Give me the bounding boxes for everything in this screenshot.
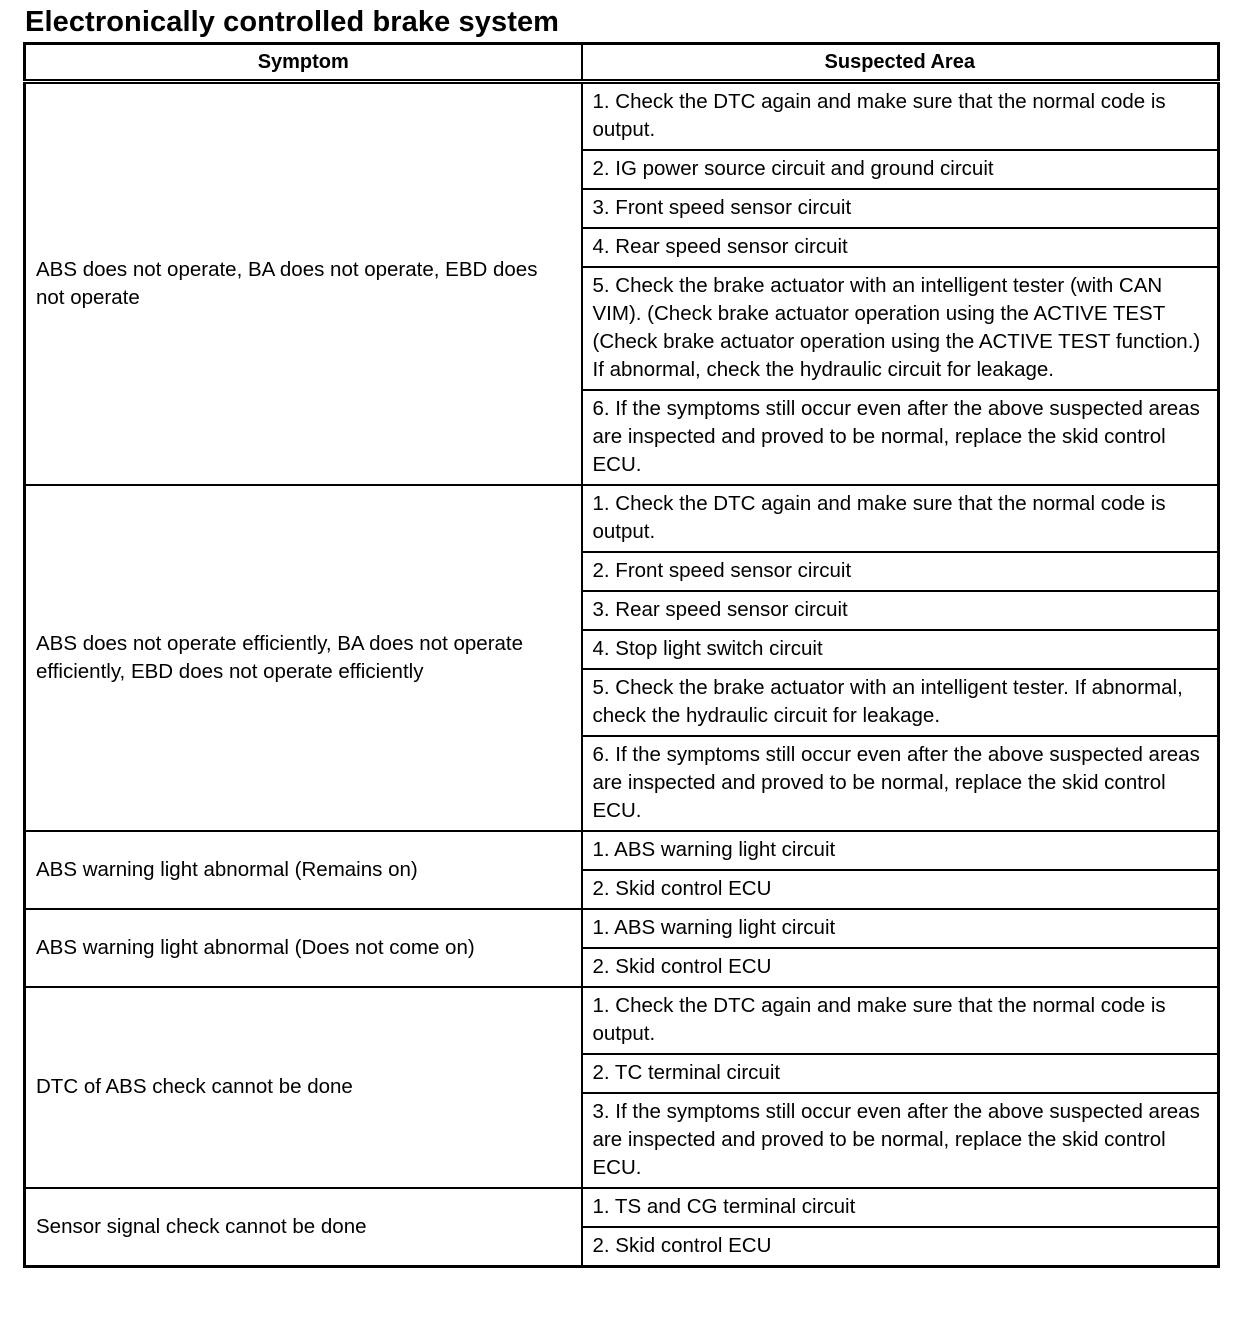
suspected-area-cell: 2. Front speed sensor circuit xyxy=(582,552,1219,591)
column-header-suspected-area: Suspected Area xyxy=(582,44,1219,82)
suspected-area-cell: 2. TC terminal circuit xyxy=(582,1054,1219,1093)
suspected-area-cell: 2. Skid control ECU xyxy=(582,948,1219,987)
suspected-area-cell: 1. Check the DTC again and make sure that the normal code is output. xyxy=(582,82,1219,151)
table-row xyxy=(25,485,1219,552)
suspected-area-cell: 3. Front speed sensor circuit xyxy=(582,189,1219,228)
suspected-area-cell: 2. Skid control ECU xyxy=(582,1227,1219,1267)
symptom-cell: ABS does not operate, BA does not operate, EBD does not operate xyxy=(25,82,582,486)
suspected-area-cell: 1. ABS warning light circuit xyxy=(582,831,1219,870)
suspected-area-cell: 1. TS and CG terminal circuit xyxy=(582,1188,1219,1227)
symptom-cell: ABS warning light abnormal (Does not come on) xyxy=(25,909,582,987)
table-body xyxy=(25,82,1219,1267)
suspected-area-cell: 3. If the symptoms still occur even after the above suspected areas are inspected and proved to be normal, replace the skid control ECU. xyxy=(582,1093,1219,1188)
suspected-area-cell: 1. ABS warning light circuit xyxy=(582,909,1219,948)
table-row xyxy=(25,1188,1219,1227)
suspected-area-cell: 5. Check the brake actuator with an intelligent tester (with CAN VIM). (Check brake actuator operation using the ACTIVE TEST (Check brake actuator operation using the ACTIVE TEST function.) If abnormal, check the hydraulic circuit for leakage. xyxy=(582,267,1219,390)
suspected-area-cell: 6. If the symptoms still occur even after the above suspected areas are inspected and proved to be normal, replace the skid control ECU. xyxy=(582,390,1219,485)
suspected-area-cell: 4. Stop light switch circuit xyxy=(582,630,1219,669)
page-title: Electronically controlled brake system xyxy=(25,6,560,38)
symptom-cell: DTC of ABS check cannot be done xyxy=(25,987,582,1188)
header-row xyxy=(25,44,1219,82)
troubleshooting-table xyxy=(23,42,1220,1268)
symptom-cell: ABS does not operate efficiently, BA does not operate efficiently, EBD does not operate efficiently xyxy=(25,485,582,831)
suspected-area-cell: 2. IG power source circuit and ground circuit xyxy=(582,150,1219,189)
table-row xyxy=(25,831,1219,870)
symptom-cell: ABS warning light abnormal (Remains on) xyxy=(25,831,582,909)
symptom-cell: Sensor signal check cannot be done xyxy=(25,1188,582,1267)
table-row xyxy=(25,909,1219,948)
suspected-area-cell: 4. Rear speed sensor circuit xyxy=(582,228,1219,267)
table-header xyxy=(25,44,1219,82)
suspected-area-cell: 3. Rear speed sensor circuit xyxy=(582,591,1219,630)
suspected-area-cell: 1. Check the DTC again and make sure that the normal code is output. xyxy=(582,987,1219,1054)
suspected-area-cell: 1. Check the DTC again and make sure that the normal code is output. xyxy=(582,485,1219,552)
table-row xyxy=(25,82,1219,151)
suspected-area-cell: 5. Check the brake actuator with an intelligent tester. If abnormal, check the hydraulic circuit for leakage. xyxy=(582,669,1219,736)
suspected-area-cell: 2. Skid control ECU xyxy=(582,870,1219,909)
table-row xyxy=(25,987,1219,1054)
suspected-area-cell: 6. If the symptoms still occur even after the above suspected areas are inspected and proved to be normal, replace the skid control ECU. xyxy=(582,736,1219,831)
column-header-symptom: Symptom xyxy=(25,44,582,82)
